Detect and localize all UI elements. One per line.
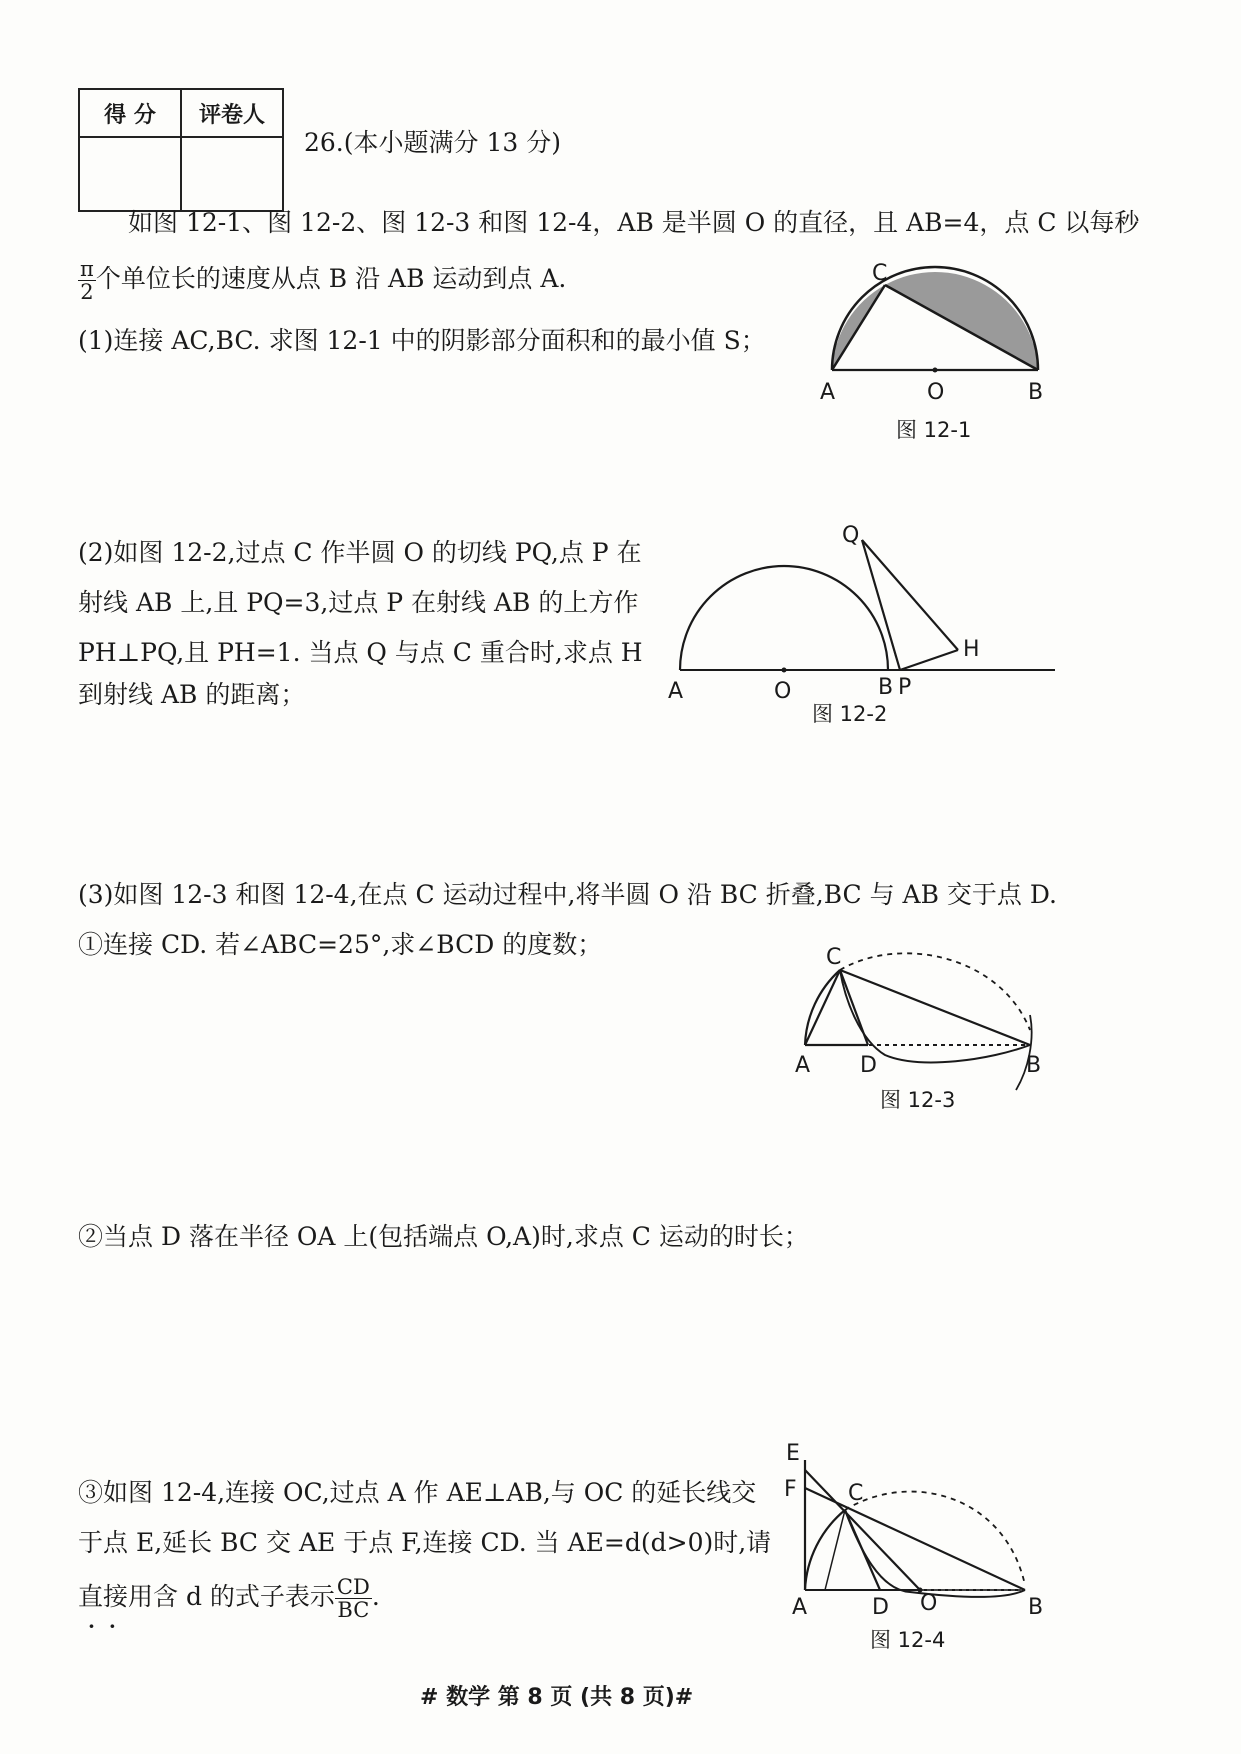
fig3-chord-ca <box>805 970 840 1045</box>
speed-fraction <box>78 258 96 303</box>
fig4-arc-left <box>805 1510 845 1590</box>
part3-question-3-line-1: ③如图 12-4,连接 OC,过点 A 作 AE⊥AB,与 OC 的延长线交 <box>78 1478 757 1507</box>
fig4-label-b: B <box>1028 1595 1044 1620</box>
score-table <box>78 88 284 212</box>
grader-header: 评卷人 <box>181 89 283 137</box>
ratio-numerator: CD <box>336 1575 370 1599</box>
fig4-label-a: A <box>792 1595 808 1620</box>
part3-question-2: ②当点 D 落在半径 OA 上(包括端点 O,A)时,求点 C 运动的时长； <box>78 1222 809 1251</box>
emphasis-dots: · · <box>88 1614 116 1638</box>
fig1-center-dot <box>933 368 938 373</box>
fig2-label-h: H <box>963 637 980 662</box>
problem-header: 26.(本小题满分 13 分) <box>304 128 561 157</box>
fig2-segment-qh <box>862 540 958 650</box>
fig4-segment-ca <box>825 1510 845 1590</box>
intro-line-1: 如图 12-1、图 12-2、图 12-3 和图 12-4，AB 是半圆 O 的直径，且 AB=4，点 C 以每秒 <box>128 208 1140 237</box>
fig3-arc-upper-dashed <box>840 953 1030 1030</box>
fig1-caption: 图 12-1 <box>896 418 972 442</box>
fig4-label-c: C <box>848 1481 864 1506</box>
fig1-label-o: O <box>927 380 945 405</box>
part3-intro: (3)如图 12-3 和图 12-4,在点 C 运动过程中,将半圆 O 沿 BC 折叠,BC 与 AB 交于点 D. <box>78 880 1057 909</box>
fig1-label-b: B <box>1028 380 1044 405</box>
fig1-shade-right <box>885 272 1038 370</box>
fig2-label-a: A <box>668 679 684 704</box>
ratio-fraction <box>335 1576 372 1621</box>
grader-cell <box>181 137 283 211</box>
figure-12-3 <box>790 940 1060 1100</box>
fig4-label-d: D <box>872 1595 889 1620</box>
fig4-label-o: O <box>920 1591 938 1616</box>
ratio-denominator: BC <box>337 1598 370 1623</box>
part3-question-3-line-3-text: 直接用含 d 的式子表示 <box>78 1582 335 1612</box>
score-header: 得 分 <box>79 89 181 137</box>
fig3-label-a: A <box>795 1053 811 1078</box>
fig3-label-d: D <box>860 1053 877 1078</box>
fig4-label-e: E <box>786 1441 800 1466</box>
part2-line-4: 到射线 AB 的距离； <box>78 680 306 709</box>
speed-numerator: π <box>80 257 94 281</box>
page-footer: # 数学 第 8 页 (共 8 页)# <box>420 1685 694 1710</box>
fig3-label-b: B <box>1026 1053 1042 1078</box>
intro-line-2-text: 个单位长的速度从点 B 沿 AB 运动到点 A. <box>95 264 567 294</box>
fig3-caption: 图 12-3 <box>880 1088 956 1112</box>
period: . <box>371 1582 380 1612</box>
figure-12-2 <box>660 520 1060 704</box>
part3-question-3-line-2: 于点 E,延长 BC 交 AE 于点 F,连接 CD. 当 AE=d(d>0)时,请 <box>78 1528 772 1557</box>
part1-text: (1)连接 AC,BC. 求图 12-1 中的阴影部分面积和的最小值 S； <box>78 326 766 355</box>
fig3-chord-cd <box>840 970 868 1045</box>
score-cell <box>79 137 181 211</box>
fig1-label-a: A <box>820 380 836 405</box>
fig2-label-o: O <box>774 679 792 704</box>
part2-line-1: (2)如图 12-2,过点 C 作半圆 O 的切线 PQ,点 P 在 <box>78 538 642 567</box>
fig2-semicircle <box>680 566 888 670</box>
fig4-caption: 图 12-4 <box>870 1628 946 1652</box>
intro-line-2 <box>78 258 566 303</box>
fig2-label-b: B <box>878 675 894 700</box>
part2-line-3: PH⊥PQ,且 PH=1. 当点 Q 与点 C 重合时,求点 H <box>78 638 643 667</box>
fig4-label-f: F <box>784 1477 797 1502</box>
fig1-label-c: C <box>872 261 888 286</box>
part3-question-3-line-3 <box>78 1576 380 1621</box>
fig3-chord-cb <box>840 970 1030 1045</box>
figure-12-4 <box>780 1440 1070 1620</box>
fig2-label-q: Q <box>842 523 860 548</box>
fig2-right-angle-mark <box>892 643 896 657</box>
part2-line-2: 射线 AB 上,且 PQ=3,过点 P 在射线 AB 的上方作 <box>78 588 639 617</box>
fig2-center-dot <box>782 668 787 673</box>
fig3-folded-arc <box>840 970 1030 1062</box>
fig4-folded-arc <box>845 1510 1025 1597</box>
fig3-label-c: C <box>826 945 842 970</box>
fig2-caption: 图 12-2 <box>812 702 888 726</box>
part3-question-1: ①连接 CD. 若∠ABC=25°,求∠BCD 的度数； <box>78 930 603 959</box>
speed-denominator: 2 <box>80 280 94 305</box>
figure-12-1 <box>820 260 1060 420</box>
fig2-segment-ph <box>900 650 958 670</box>
fig2-label-p: P <box>898 675 912 700</box>
fig4-segment-cd <box>845 1510 880 1590</box>
